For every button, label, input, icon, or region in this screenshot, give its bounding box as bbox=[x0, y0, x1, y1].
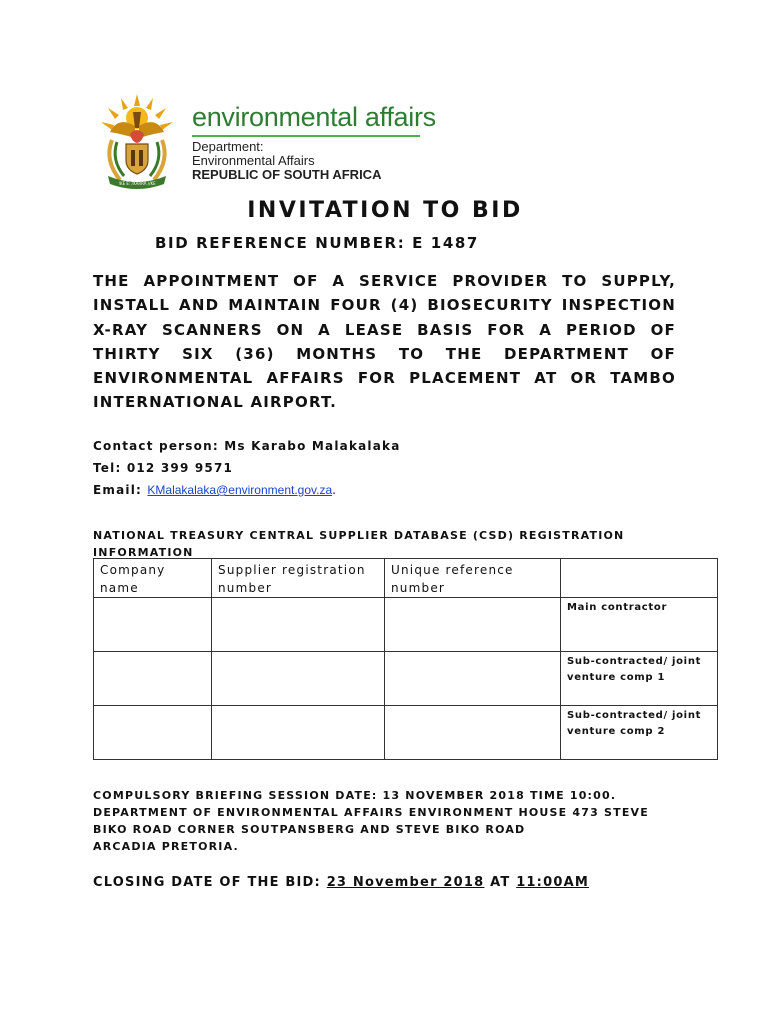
department-name: Environmental Affairs bbox=[192, 153, 315, 168]
bid-subject: THE APPOINTMENT OF A SERVICE PROVIDER TO SUPPLY, INSTALL AND MAINTAIN FOUR (4) BIOSECURITY INSPECTION X-RAY SCANNERS ON A LEASE BASIS FOR A PERIOD OF THIRTY SIX (36) MONTHS TO THE DEPARTMENT OF ENVIRONMENTAL AFFAIRS FOR PLACEMENT AT OR TAMBO INTERNATIONAL AIRPORT. bbox=[93, 272, 676, 412]
email-label: Email: bbox=[93, 483, 148, 497]
contact-email bbox=[93, 484, 336, 496]
contractor-type-label: Sub-contracted/ joint venture comp 2 bbox=[561, 706, 718, 760]
email-suffix: . bbox=[332, 483, 336, 497]
contact-telephone: Tel: 012 399 9571 bbox=[93, 461, 234, 475]
header-unique-reference-number: Unique reference number bbox=[385, 559, 561, 598]
closing-date bbox=[93, 876, 589, 889]
table-row bbox=[94, 652, 718, 706]
supplier-registration-cell[interactable] bbox=[212, 652, 385, 706]
closing-time-value: 11:00AM bbox=[516, 875, 589, 890]
table-row bbox=[94, 706, 718, 760]
unique-reference-cell[interactable] bbox=[385, 598, 561, 652]
company-name-cell[interactable] bbox=[94, 706, 212, 760]
contractor-type-label: Main contractor bbox=[561, 598, 718, 652]
company-name-cell[interactable] bbox=[94, 652, 212, 706]
closing-at: AT bbox=[484, 875, 517, 890]
contact-person: Contact person: Ms Karabo Malakalaka bbox=[93, 439, 401, 453]
brand-divider bbox=[192, 135, 420, 137]
department-label: Department: bbox=[192, 139, 264, 154]
supplier-registration-cell[interactable] bbox=[212, 598, 385, 652]
email-link[interactable]: KMalakalaka@environment.gov.za bbox=[147, 483, 333, 497]
header-supplier-registration-number: Supplier registration number bbox=[212, 559, 385, 598]
contractor-type-label: Sub-contracted/ joint venture comp 1 bbox=[561, 652, 718, 706]
closing-label: CLOSING DATE OF THE BID: bbox=[93, 875, 327, 890]
document-title: INVITATION TO BID bbox=[247, 198, 523, 223]
bid-reference-number: BID REFERENCE NUMBER: E 1487 bbox=[155, 234, 479, 252]
country-name: REPUBLIC OF SOUTH AFRICA bbox=[192, 167, 382, 182]
header-company-name: Company name bbox=[94, 559, 212, 598]
briefing-venue-line-1: DEPARTMENT OF ENVIRONMENTAL AFFAIRS ENVIRONMENT HOUSE 473 STEVE bbox=[93, 806, 649, 819]
briefing-session-date: COMPULSORY BRIEFING SESSION DATE: 13 NOVEMBER 2018 TIME 10:00. bbox=[93, 789, 617, 802]
unique-reference-cell[interactable] bbox=[385, 652, 561, 706]
table-header-row bbox=[94, 559, 718, 598]
closing-date-value: 23 November 2018 bbox=[326, 875, 485, 890]
briefing-venue-line-3: ARCADIA PRETORIA. bbox=[93, 840, 239, 853]
briefing-venue-line-2: BIKO ROAD CORNER SOUTPANSBERG AND STEVE BIKO ROAD bbox=[93, 823, 526, 836]
supplier-registration-cell[interactable] bbox=[212, 706, 385, 760]
csd-heading: NATIONAL TREASURY CENTRAL SUPPLIER DATABASE (CSD) REGISTRATION INFORMATION bbox=[93, 529, 625, 559]
csd-registration-table bbox=[93, 558, 718, 760]
table-row bbox=[94, 598, 718, 652]
crest-motto: !KE E: /XARRA //KE bbox=[118, 181, 156, 186]
department-brand-name: environmental affairs bbox=[192, 102, 436, 132]
unique-reference-cell[interactable] bbox=[385, 706, 561, 760]
coat-of-arms-icon bbox=[94, 88, 180, 192]
header-contractor-type bbox=[561, 559, 718, 598]
company-name-cell[interactable] bbox=[94, 598, 212, 652]
